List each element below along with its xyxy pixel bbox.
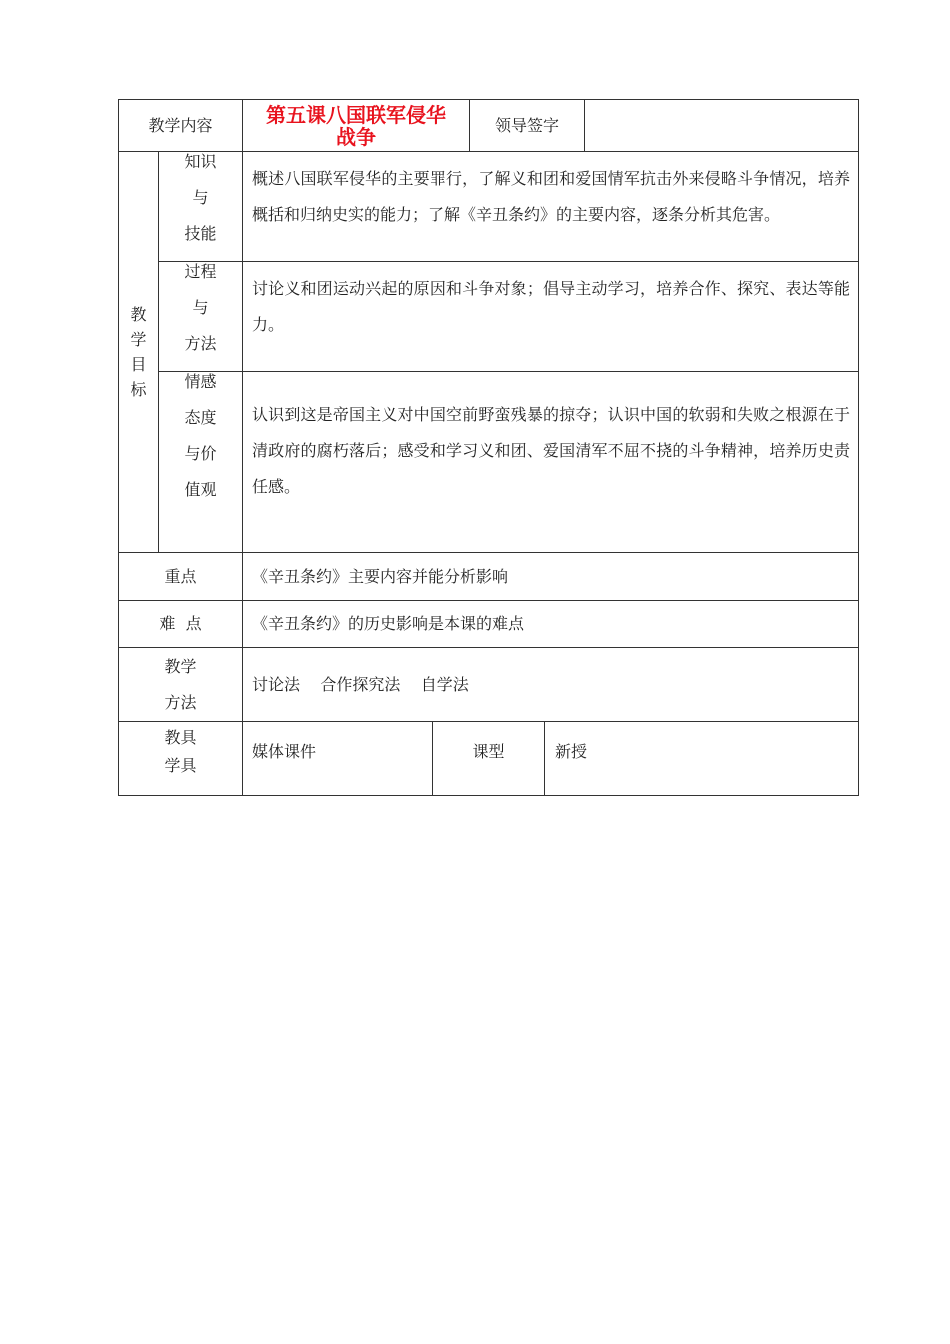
knowledge-label xyxy=(159,144,242,253)
objectives-label-char: 教 xyxy=(130,305,147,324)
row-divider xyxy=(158,261,858,262)
difficulty-text: 《辛丑条约》的历史影响是本课的难点 xyxy=(252,614,525,633)
lesson-title-line1: 第五课八国联军侵华 xyxy=(266,102,446,127)
tools-label xyxy=(119,722,242,795)
knowledge-text: 概述八国联军侵华的主要罪行，了解义和团和爱国情军抗击外来侵略斗争情况，培养概括和归纳史实的能力；了解《辛丑条约》的主要内容，逐条分析其危害。 xyxy=(252,169,850,224)
col-divider xyxy=(544,721,545,795)
key-point-label: 重点 xyxy=(164,566,197,586)
objectives-label-char: 目 xyxy=(130,355,147,374)
emotion-label-line: 态度 xyxy=(184,408,217,427)
tools-text: 媒体课件 xyxy=(252,742,317,761)
emotion-label-line: 值观 xyxy=(184,480,217,499)
key-point-text: 《辛丑条约》主要内容并能分析影响 xyxy=(252,566,509,586)
process-label-line: 方法 xyxy=(184,334,217,353)
method-label xyxy=(119,648,242,721)
class-type-label: 课型 xyxy=(472,742,505,761)
lesson-title xyxy=(243,100,469,151)
difficulty-label: 难 点 xyxy=(159,614,202,633)
class-type-value: 新授 xyxy=(555,742,588,761)
lesson-title-line2: 战争 xyxy=(336,124,376,149)
knowledge-label-line: 技能 xyxy=(184,224,217,243)
emotion-label-line: 与价 xyxy=(184,444,217,463)
tools-label-line: 学具 xyxy=(164,756,197,775)
method-text: 讨论法 合作探究法 自学法 xyxy=(252,674,469,694)
objectives-label-char: 标 xyxy=(130,380,147,399)
emotion-label xyxy=(159,364,242,544)
knowledge-label-line: 与 xyxy=(192,188,209,207)
lesson-plan-table xyxy=(118,99,859,796)
method-label-line: 教学 xyxy=(164,656,197,676)
objectives-label-char: 学 xyxy=(130,330,147,349)
content-label-text: 教学内容 xyxy=(148,115,213,135)
emotion-label-line: 情感 xyxy=(184,372,217,391)
leader-sign-field xyxy=(585,100,858,151)
row-divider xyxy=(158,371,858,372)
process-label-line: 过程 xyxy=(184,262,217,281)
emotion-text: 认识到这是帝国主义对中国空前野蛮残暴的掠夺；认识中国的软弱和失败之根源在于清政府的腐朽落后；感受和学习义和团、爱国清军不屈不挠的斗争精神，培养历史责任感。 xyxy=(252,405,850,496)
objectives-label xyxy=(119,152,158,552)
leader-sign-label-text: 领导签字 xyxy=(494,115,559,135)
col-divider xyxy=(242,100,243,795)
method-label-line: 方法 xyxy=(164,692,197,712)
knowledge-label-line: 知识 xyxy=(184,152,217,171)
process-label-line: 与 xyxy=(192,298,209,317)
leader-sign-label xyxy=(470,100,584,151)
tools-label-line: 教具 xyxy=(164,728,197,747)
process-label xyxy=(159,254,242,363)
process-text: 讨论义和团运动兴起的原因和斗争对象；倡导主动学习，培养合作、探究、表达等能力。 xyxy=(252,279,850,334)
